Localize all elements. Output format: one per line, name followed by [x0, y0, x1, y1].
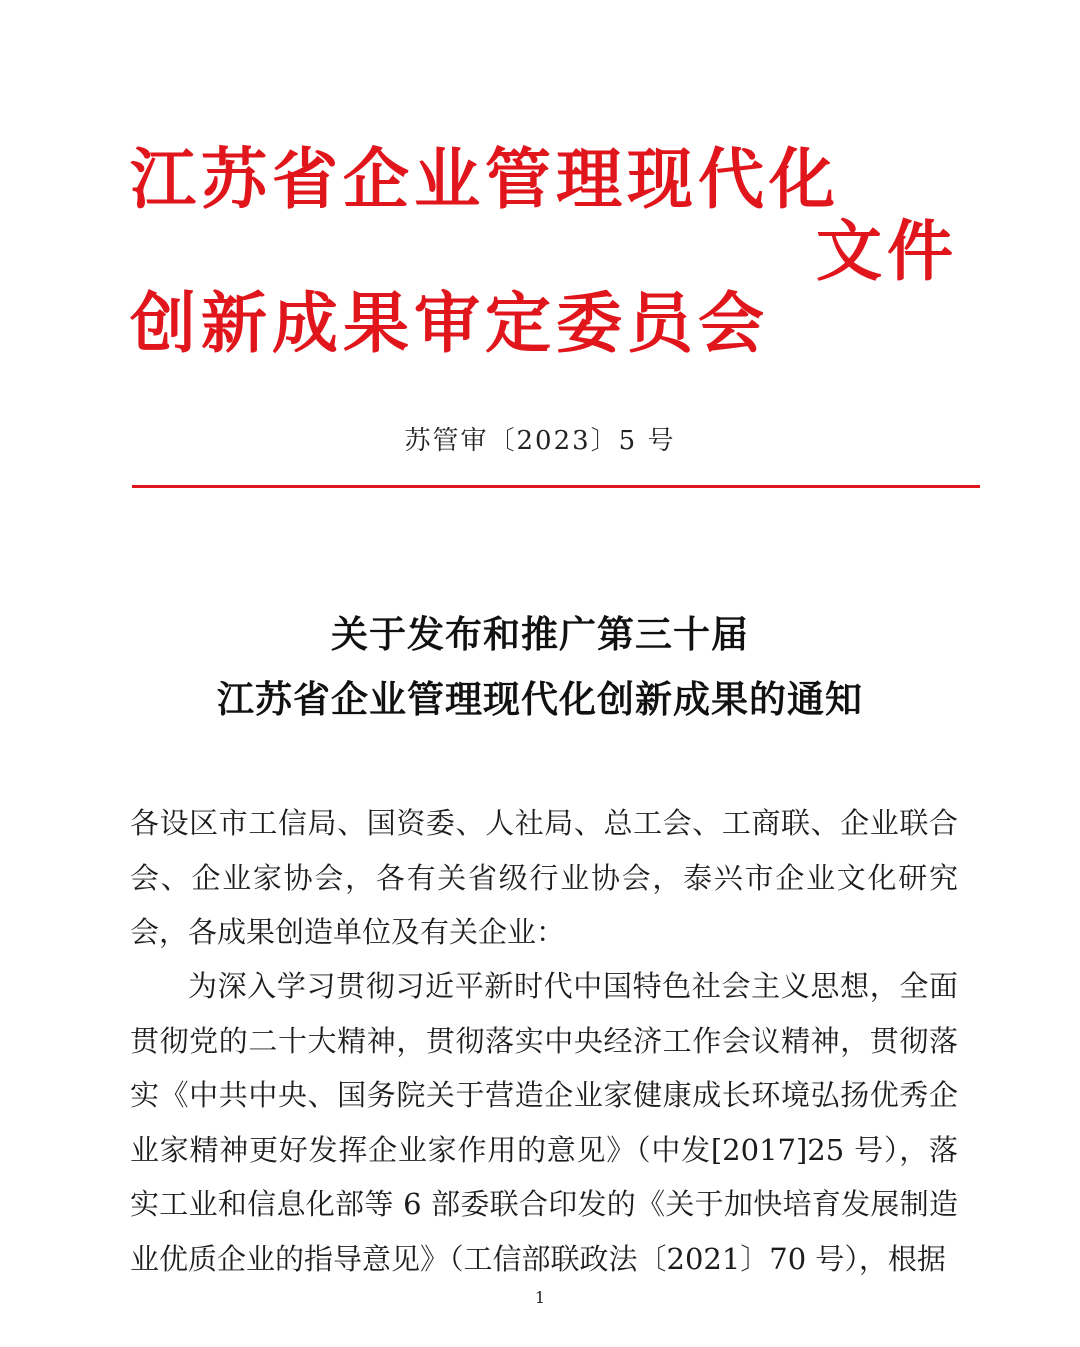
red-divider [132, 485, 980, 488]
notice-title-line-1: 关于发布和推广第三十届 [331, 612, 749, 656]
addressee-paragraph: 各设区市工信局、国资委、人社局、总工会、工商联、企业联合会、企业家协会，各有关省级行业协会，泰兴市企业文化研究会，各成果创造单位及有关企业： [130, 806, 958, 949]
issuer-name-line-2: 创新成果审定委员会 [130, 284, 769, 362]
document-number: 苏管审〔2023〕5 号 [404, 426, 676, 456]
page-number: 1 [534, 1288, 546, 1307]
body-paragraph: 为深入学习贯彻习近平新时代中国特色社会主义思想，全面贯彻党的二十大精神，贯彻落实中央经济工作会议精神，贯彻落实《中共中央、国务院关于营造企业家健康成长环境弘扬优秀企业家精神更好发挥企业家作用的意见》（中发[2017]25 号），落实工业和信息化部等 6 部委联合印发的《关于加快培育发展制造业优质企业的指导意见》（工信部联政法〔2021〕70 号），根据 [130, 969, 958, 1276]
notice-title-line-2: 江苏省企业管理现代化创新成果的通知 [217, 677, 863, 721]
document-type-label: 文件 [816, 212, 958, 290]
issuer-name-line-1: 江苏省企业管理现代化 [130, 140, 840, 218]
